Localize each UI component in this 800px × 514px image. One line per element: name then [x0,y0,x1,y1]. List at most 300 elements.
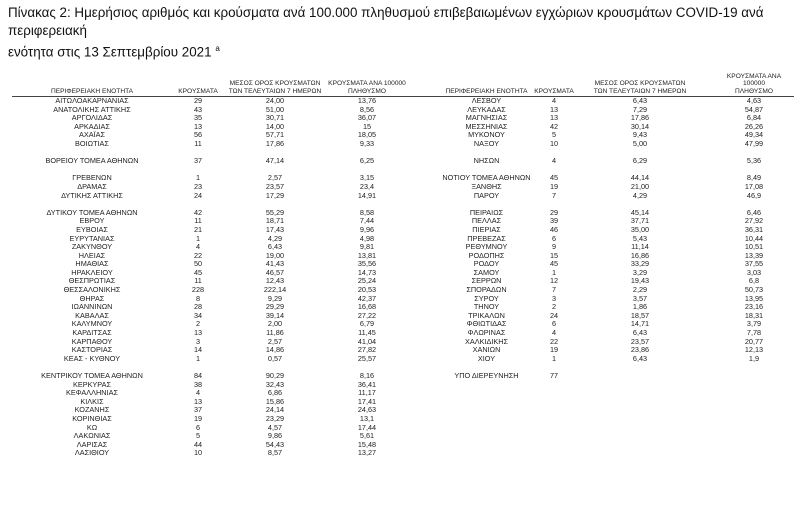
cell-unit: ΑΙΤΩΛΟΑΚΑΡΝΑΝΙΑΣ [55,96,129,105]
cell-avg: 1,86 [632,302,648,312]
cell-unit: ΕΒΡΟΥ [79,216,105,226]
table-row [12,140,412,149]
cell-avg: 16,86 [630,250,650,260]
cell-rate: 10,44 [744,233,764,243]
cell-avg: 37,71 [630,216,650,226]
cell-avg: 41,43 [265,259,285,269]
cell-cases: 1 [551,267,557,277]
cell-avg: 2,57 [267,173,283,183]
cell-cases: 56 [193,130,203,140]
cell-unit: ΘΕΣΣΑΛΟΝΙΚΗΣ [63,285,121,295]
cell-avg: 4,29 [267,233,283,243]
cell-avg: 23,57 [630,336,650,346]
cell-cases: 37 [193,156,203,166]
cell-cases: 50 [193,259,203,269]
cell-cases: 1 [551,353,557,363]
cell-unit: ΗΛΕΙΑΣ [78,250,106,260]
cell-avg: 11,86 [266,328,284,338]
cell-avg: 2,57 [267,336,283,346]
cell-rate: 15 [362,121,372,131]
cell-rate: 13,39 [744,250,764,260]
cell-unit: ΚΑΡΔΙΤΣΑΣ [72,328,112,338]
cell-cases: 24 [549,310,559,320]
cell-rate: 7,44 [359,216,375,226]
cell-rate: 9,96 [359,224,375,234]
cell-avg: 4,29 [632,190,648,200]
header-rate [716,73,792,95]
cell-cases: 10 [193,448,203,458]
cell-rate: 16,68 [357,302,377,312]
cell-cases: 1 [195,353,201,363]
cell-cases: 11 [194,216,202,226]
right-table [404,72,794,381]
right-table-header [404,72,794,97]
cell-rate: 26,26 [744,121,764,131]
cell-unit: ΛΑΣΙΘΙΟΥ [74,448,110,458]
cell-unit: ΘΕΣΠΡΩΤΙΑΣ [68,276,116,286]
cell-cases: 1 [195,233,201,243]
left-table-body [12,97,412,458]
cell-avg: 23,29 [265,413,285,423]
cell-rate: 8,56 [359,104,375,114]
cell-unit: ΚΑΒΑΛΑΣ [75,310,109,320]
cell-rate: 13,81 [357,250,377,260]
cell-rate: 8,16 [359,371,375,380]
cell-avg: 7,29 [632,104,648,114]
cell-unit: ΞΑΝΘΗΣ [471,181,502,191]
cell-cases: 8 [195,293,201,303]
cell-cases: 19 [193,413,203,423]
cell-cases: 6 [551,319,557,329]
cell-avg: 14,00 [265,121,285,131]
cell-cases: 3 [195,336,201,346]
cell-rate: 11,45 [358,328,376,338]
cell-cases: 22 [193,250,203,260]
cell-avg: 6,43 [632,353,648,363]
table-row [12,174,412,183]
table-row [404,286,794,295]
cell-avg: 46,57 [265,267,285,277]
cell-avg: 5,00 [632,138,648,148]
table-row [404,252,794,261]
title-line-1: Πίνακας 2: Ημερήσιος αριθμός και κρούσματα ανά 100.000 πληθυσμού επιβεβαιωμένων εγχώριων κρουσμάτων COVID-19 ανά περιφερειακή [8,5,764,38]
table-row [12,303,412,312]
table-row [404,295,794,304]
left-table [12,77,412,458]
cell-unit: ΚΙΛΚΙΣ [80,396,104,406]
cell-unit: ΗΜΑΘΙΑΣ [75,259,109,269]
cell-rate: 4,98 [359,233,375,243]
cell-unit: ΚΑΡΠΑΘΟΥ [71,336,113,346]
table-row [12,449,412,458]
cell-avg: 32,43 [265,379,285,389]
cell-cases: 42 [549,121,559,131]
cell-unit: ΡΕΘΥΜΝΟΥ [465,242,508,252]
table-row [404,235,794,244]
cell-avg: 2,00 [267,319,283,329]
cell-avg: 24,00 [265,96,285,105]
cell-rate: 6,79 [359,319,375,329]
cell-rate: 1,9 [748,353,760,363]
cell-cases: 42 [193,207,203,217]
table-row [12,243,412,252]
cell-unit: ΑΡΚΑΔΙΑΣ [74,121,110,131]
cell-unit: ΕΥΡΥΤΑΝΙΑΣ [69,233,115,243]
cell-unit: ΜΕΣΣΗΝΙΑΣ [465,121,508,131]
cell-unit: ΘΗΡΑΣ [79,293,105,303]
cell-rate: 14,73 [357,267,377,277]
cell-unit: ΔΡΑΜΑΣ [77,181,107,191]
cell-avg: 14,71 [630,319,650,329]
cell-rate: 13,27 [357,448,377,458]
cell-rate: 14,91 [357,190,377,200]
cell-unit: ΣΥΡΟΥ [474,293,499,303]
cell-unit: ΠΑΡΟΥ [473,190,500,200]
cell-cases: 7 [551,190,557,200]
cell-rate: 8,49 [746,173,762,183]
cell-avg: 15,86 [265,396,285,406]
table-row [404,260,794,269]
cell-avg: 2,29 [632,285,648,295]
title-line-2: ενότητα στις 13 Σεπτεμβρίου 2021 [8,44,212,60]
cell-unit: ΔΥΤΙΚΟΥ ΤΟΜΕΑ ΑΘΗΝΩΝ [46,207,138,217]
cell-rate: 5,61 [359,431,375,441]
cell-rate: 3,03 [746,267,762,277]
header-avg-line-1: ΜΕΣΟΣ ΟΡΟΣ ΚΡΟΥΣΜΑΤΩΝ [594,80,686,88]
table-row [12,123,412,132]
cell-rate: 23,16 [744,302,764,312]
cell-unit: ΜΥΚΟΝΟΥ [468,130,505,140]
cell-unit: ΣΕΡΡΩΝ [471,276,502,286]
cell-cases: 34 [193,310,203,320]
header-avg-line-1: ΜΕΣΟΣ ΟΡΟΣ ΚΡΟΥΣΜΑΤΩΝ [229,80,321,88]
table-row [12,398,412,407]
header-avg-line-2: ΤΩΝ ΤΕΛΕΥΤΑΙΩΝ 7 ΗΜΕΡΩΝ [228,87,322,95]
cell-cases: 19 [549,181,559,191]
header-avg [220,80,330,95]
cell-rate: 27,92 [744,216,764,226]
cell-unit: ΗΡΑΚΛΕΙΟΥ [71,267,113,277]
cell-unit: ΤΗΝΟΥ [473,302,500,312]
cell-unit: ΝΗΣΩΝ [473,156,500,166]
cell-unit: ΠΙΕΡΙΑΣ [472,224,501,234]
cell-avg: 39,14 [265,310,285,320]
cell-cases: 12 [549,276,559,286]
cell-avg: 3,29 [632,267,648,277]
table-row [404,114,794,123]
cell-avg: 11,14 [631,242,649,252]
table-row [404,192,794,201]
cell-cases: 11 [194,138,202,148]
cell-unit: ΠΕΙΡΑΙΩΣ [469,207,504,217]
cell-avg: 222,14 [263,285,287,295]
cell-rate: 12,13 [744,345,764,355]
cell-cases: 77 [549,371,559,380]
cell-cases: 37 [193,405,203,415]
cell-rate: 5,36 [746,156,762,166]
cell-cases: 45 [549,173,559,183]
cell-cases: 5 [195,431,201,441]
cell-avg: 30,14 [630,121,650,131]
cell-unit: ΚΕΑΣ - ΚΥΘΝΟΥ [63,353,121,363]
cell-rate: 49,34 [744,130,764,140]
cell-rate: 20,77 [744,336,764,346]
cell-rate: 7,78 [746,328,762,338]
cell-avg: 57,71 [265,130,285,140]
cell-cases: 23 [193,181,203,191]
cell-unit: ΑΝΑΤΟΛΙΚΗΣ ΑΤΤΙΚΗΣ [53,104,131,114]
table-row [12,432,412,441]
cell-unit: ΑΧΑΪΑΣ [78,130,105,140]
cell-unit: ΧΙΟΥ [477,353,496,363]
cell-rate: 9,81 [359,242,375,252]
cell-rate: 17,44 [357,422,377,432]
header-rate-line-1: ΚΡΟΥΣΜΑΤΑ ΑΝΑ 100000 [328,80,406,88]
cell-rate: 24,63 [357,405,377,415]
cell-cases: 228 [191,285,205,295]
cell-rate: 41,04 [357,336,377,346]
cell-cases: 15 [549,250,559,260]
cell-rate: 36,07 [357,113,377,123]
cell-avg: 8,57 [267,448,283,458]
cell-unit: ΣΠΟΡΑΔΩΝ [466,285,507,295]
cell-unit: ΖΑΚΥΝΘΟΥ [71,242,113,252]
cell-cases: 11 [194,276,202,286]
cell-rate: 47,99 [744,138,764,148]
cell-avg: 6,29 [632,156,648,166]
cell-avg: 33,29 [630,259,650,269]
cell-avg: 17,86 [630,113,650,123]
cell-unit: ΛΕΥΚΑΔΑΣ [467,104,506,114]
table-row [404,243,794,252]
table-row [404,312,794,321]
cell-cases: 13 [549,113,559,123]
header-rate [322,80,412,95]
table-row [12,372,412,381]
cell-unit: ΚΕΝΤΡΙΚΟΥ ΤΟΜΕΑ ΑΘΗΝΩΝ [41,371,143,380]
cell-rate: 18,05 [357,130,377,140]
table-row [12,252,412,261]
cell-avg: 6,43 [632,328,648,338]
table-row [12,389,412,398]
table-row [404,97,794,106]
cell-rate: 13,76 [357,96,377,105]
cell-unit: ΝΑΞΟΥ [473,138,500,148]
header-avg [584,80,696,95]
table-row [12,355,412,364]
cell-avg: 0,57 [267,353,283,363]
cell-rate: 27,22 [357,310,377,320]
cell-unit: ΜΑΓΝΗΣΙΑΣ [465,113,508,123]
right-table-body [404,97,794,381]
table-row [404,174,794,183]
cell-cases: 4 [551,156,557,166]
cell-cases: 4 [195,242,201,252]
cell-cases: 19 [549,345,559,355]
header-rate-line-1: ΚΡΟΥΣΜΑΤΑ ΑΝΑ 100000 [726,72,782,88]
cell-unit: ΡΟΔΟΥ [473,259,500,269]
cell-rate: 42,37 [357,293,377,303]
table-row [404,157,794,166]
cell-cases: 29 [549,207,559,217]
table-row [12,131,412,140]
cell-unit: ΛΑΡΙΣΑΣ [76,439,108,449]
cell-avg: 21,00 [630,181,650,191]
cell-unit: ΤΡΙΚΑΛΩΝ [468,310,505,320]
cell-avg: 9,86 [267,431,283,441]
cell-rate: 46,9 [746,190,762,200]
table-row [404,131,794,140]
table-row [404,226,794,235]
table-row [12,286,412,295]
cell-cases: 4 [551,328,557,338]
row-spacer [404,149,794,158]
cell-avg: 54,43 [265,439,285,449]
cell-cases: 13 [193,328,203,338]
cell-avg: 6,86 [267,388,283,398]
cell-avg: 30,71 [265,113,285,123]
cell-rate: 20,53 [357,285,377,295]
table-row [12,209,412,218]
header-rate-line-2: ΠΛΗΘΥΣΜΟ [735,87,773,95]
cell-cases: 22 [549,336,559,346]
table-row [404,320,794,329]
cell-unit: ΝΟΤΙΟΥ ΤΟΜΕΑ ΑΘΗΝΩΝ [442,173,531,183]
table-row [404,209,794,218]
cell-unit: ΕΥΒΟΙΑΣ [76,224,108,234]
cell-cases: 13 [193,121,203,131]
table-row [404,123,794,132]
cell-unit: ΚΕΡΚΥΡΑΣ [72,379,112,389]
cell-cases: 14 [193,345,203,355]
cell-cases: 7 [551,285,557,295]
cell-rate: 6,84 [746,113,762,123]
cell-cases: 45 [193,267,203,277]
cell-unit: ΡΟΔΟΠΗΣ [468,250,505,260]
cell-cases: 2 [195,319,201,329]
cell-avg: 3,57 [632,293,648,303]
cell-cases: 13 [549,104,559,114]
cell-avg: 51,00 [265,104,285,114]
cell-avg: 17,86 [265,138,285,148]
cell-cases: 9 [551,242,557,252]
cell-avg: 47,14 [265,156,285,166]
table-row [12,424,412,433]
header-cases: ΚΡΟΥΣΜΑΤΑ [534,87,574,95]
cell-cases: 3 [551,293,557,303]
cell-rate: 36,31 [744,224,764,234]
table-row [404,329,794,338]
cell-rate: 36,41 [357,379,377,389]
cell-cases: 5 [551,130,557,140]
table-row [12,217,412,226]
cell-unit: ΓΡΕΒΕΝΩΝ [72,173,112,183]
cell-avg: 9,43 [632,130,648,140]
cell-cases: 35 [193,113,203,123]
cell-cases: 45 [549,259,559,269]
cell-unit: ΠΕΛΛΑΣ [471,216,502,226]
cell-unit: ΔΥΤΙΚΗΣ ΑΤΤΙΚΗΣ [61,190,123,200]
cell-unit: ΚΟΖΑΝΗΣ [74,405,110,415]
table-row [404,303,794,312]
cell-avg: 23,57 [265,181,285,191]
table-row [12,415,412,424]
cell-cases: 43 [193,104,203,114]
cell-rate: 25,57 [357,353,377,363]
cell-cases: 6 [195,422,201,432]
cell-cases: 2 [551,302,557,312]
cell-rate: 9,33 [359,138,375,148]
cell-avg: 29,29 [265,302,285,312]
cell-cases: 10 [549,138,559,148]
cell-rate: 35,56 [357,259,377,269]
cell-unit: ΠΡΕΒΕΖΑΣ [467,233,506,243]
cell-rate: 27,82 [357,345,377,355]
cell-unit: ΛΑΚΩΝΙΑΣ [73,431,111,441]
header-rate-line-2: ΠΛΗΘΥΣΜΟ [348,87,386,95]
row-spacer [404,200,794,209]
cell-rate: 4,63 [746,96,762,105]
cell-avg: 35,00 [630,224,650,234]
header-unit: ΠΕΡΙΦΕΡΕΙΑΚΗ ΕΝΟΤΗΤΑ [445,87,528,95]
cell-avg: 19,43 [630,276,650,286]
cell-avg: 17,43 [265,224,285,234]
cell-unit: ΚΟΡΙΝΘΙΑΣ [72,413,112,423]
cell-avg: 14,86 [265,345,285,355]
cell-rate: 17,08 [744,181,764,191]
cell-avg: 18,57 [630,310,650,320]
cell-unit: ΚΕΦΑΛΛΗΝΙΑΣ [66,388,118,398]
cell-rate: 3,15 [359,173,375,183]
cell-rate: 50,73 [744,285,764,295]
cell-unit: ΙΩΑΝΝΙΝΩΝ [71,302,113,312]
cell-cases: 39 [549,216,559,226]
cell-cases: 84 [193,371,203,380]
cell-cases: 4 [195,388,201,398]
cell-cases: 4 [551,96,557,105]
cell-unit: ΑΡΓΟΛΙΔΑΣ [71,113,113,123]
cell-cases: 13 [193,396,203,406]
cell-cases: 21 [193,224,203,234]
cell-cases: 24 [193,190,203,200]
cell-cases: 38 [193,379,203,389]
cell-unit: ΚΩ [86,422,98,432]
cell-rate: 10,51 [744,242,764,252]
table-row [404,140,794,149]
table-row [404,372,794,381]
cell-rate: 6,25 [359,156,375,166]
cell-avg: 90,29 [265,371,285,380]
cell-avg: 44,14 [630,173,650,183]
cell-unit: ΧΑΝΙΩΝ [472,345,501,355]
table-row [404,346,794,355]
cell-rate: 3,79 [746,319,762,329]
cell-cases: 29 [193,96,203,105]
cell-avg: 23,86 [630,345,650,355]
cell-cases: 44 [193,439,203,449]
table-row [12,157,412,166]
header-unit: ΠΕΡΙΦΕΡΕΙΑΚΗ ΕΝΟΤΗΤΑ [50,87,134,95]
cell-cases: 46 [549,224,559,234]
cell-unit: ΦΛΩΡΙΝΑΣ [467,328,506,338]
cell-rate: 11,17 [358,388,376,398]
cell-rate: 13,1 [359,413,375,423]
left-table-header [12,77,412,97]
cell-rate: 37,55 [744,259,764,269]
cell-cases: 28 [193,302,203,312]
cell-avg: 17,29 [265,190,285,200]
table-row [404,106,794,115]
